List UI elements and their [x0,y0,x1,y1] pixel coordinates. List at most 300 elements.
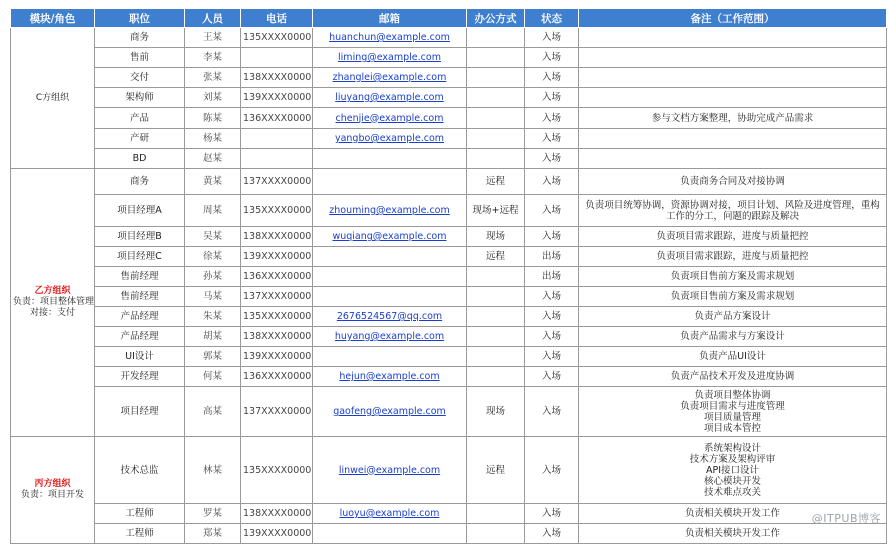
cell-position [95,48,185,68]
cell-notes-text: 负责项目整体协调 负责项目需求与进度管理 项目质量管理 项目成本管控 [581,390,884,434]
cell-position [95,227,185,247]
cell-phone-text: 135XXXX0000 [243,32,311,43]
cell-person-text: 林某 [203,465,222,476]
group-label-cell [11,169,95,437]
cell-position [95,108,185,129]
cell-phone-text: 137XXXX0000 [243,291,311,302]
cell-phone [241,149,313,169]
cell-phone [241,108,313,129]
cell-email [313,347,467,367]
cell-status [525,287,579,307]
col-header-person: 人员 [185,9,241,28]
cell-email-text[interactable]: zhouming@example.com [329,205,450,216]
cell-notes [579,347,887,367]
cell-office-mode-text: 现场 [486,231,505,242]
cell-status [525,524,579,544]
cell-person-text: 李某 [203,52,222,63]
cell-email-text[interactable]: gaofeng@example.com [333,406,446,417]
cell-phone [241,88,313,108]
cell-position-text: 项目经理B [117,231,162,242]
cell-status-text: 入场 [542,371,561,382]
cell-person [185,387,241,437]
cell-phone-text: 139XXXX0000 [243,351,311,362]
table-row [11,108,887,129]
cell-position [95,327,185,347]
cell-email[interactable] [313,88,467,108]
cell-person [185,437,241,504]
cell-position [95,287,185,307]
cell-office-mode-text: 远程 [486,465,505,476]
cell-status-text: 入场 [542,52,561,63]
cell-notes-text: 负责相关模块开发工作 [581,508,884,519]
cell-notes-text: 负责项目需求跟踪，进度与质量把控 [581,251,884,262]
cell-office-mode [467,327,525,347]
table-row [11,504,887,524]
cell-person [185,68,241,88]
cell-notes [579,68,887,88]
cell-position [95,387,185,437]
cell-position [95,68,185,88]
cell-position-text: 项目经理A [117,205,162,216]
cell-email[interactable] [313,307,467,327]
cell-notes [579,108,887,129]
cell-status [525,504,579,524]
cell-notes-text: 负责产品方案设计 [581,311,884,322]
cell-office-mode [467,287,525,307]
table-row [11,129,887,149]
header-row [11,9,887,28]
cell-phone [241,437,313,504]
cell-notes [579,48,887,68]
cell-position [95,267,185,287]
table-row [11,437,887,504]
col-header-position: 职位 [95,9,185,28]
cell-position [95,195,185,227]
cell-status [525,68,579,88]
cell-email[interactable] [313,504,467,524]
cell-email[interactable] [313,227,467,247]
cell-notes-text: 负责项目统筹协调，资源协调对接，项目计划、风险及进度管理，重构工作的分工，问题的跟踪及解决 [581,200,884,222]
cell-status-text: 入场 [542,205,561,216]
cell-email-text[interactable]: liuyang@example.com [335,92,444,103]
table-row [11,307,887,327]
cell-email [313,169,467,195]
group-label-line: 乙方组织 [13,286,92,297]
cell-email-text[interactable]: 2676524567@qq.com [337,311,442,322]
watermark: @ITPUB博客 [812,510,881,526]
cell-position [95,88,185,108]
table-row [11,247,887,267]
cell-email [313,524,467,544]
cell-status-text: 出场 [542,271,561,282]
cell-status [525,129,579,149]
cell-status [525,169,579,195]
cell-position-text: 产品经理 [120,311,158,322]
cell-status [525,327,579,347]
cell-notes [579,524,887,544]
col-header-status: 状态 [525,9,579,28]
cell-position-text: 架构师 [125,92,154,103]
cell-phone-text: 136XXXX0000 [243,113,311,124]
cell-office-mode [467,367,525,387]
cell-office-mode [467,247,525,267]
table-row [11,267,887,287]
cell-email-text[interactable]: huanchun@example.com [329,32,450,43]
cell-phone-text: 139XXXX0000 [243,251,311,262]
cell-person [185,347,241,367]
cell-status [525,307,579,327]
cell-phone [241,247,313,267]
cell-email[interactable] [313,28,467,48]
cell-status [525,88,579,108]
cell-person-text: 胡某 [203,331,222,342]
table-row [11,387,887,437]
cell-position-text: 项目经理 [120,406,158,417]
cell-office-mode [467,129,525,149]
cell-email[interactable] [313,108,467,129]
table-row [11,149,887,169]
cell-notes-text: 系统架构设计 技术方案及架构评审 API接口设计 核心模块开发 技术难点攻关 [581,443,884,498]
cell-person-text: 郭某 [203,351,222,362]
cell-notes [579,149,887,169]
cell-phone-text: 136XXXX0000 [243,271,311,282]
cell-status [525,347,579,367]
table-row [11,227,887,247]
cell-person [185,149,241,169]
table-row [11,367,887,387]
cell-position [95,524,185,544]
table-row [11,524,887,544]
cell-person [185,267,241,287]
cell-status-text: 入场 [542,92,561,103]
cell-phone [241,347,313,367]
cell-notes-text: 负责商务合同及对接协调 [581,176,884,187]
cell-email-text[interactable]: chenjie@example.com [336,113,444,124]
table-row [11,68,887,88]
cell-notes-text: 参与文档方案整理，协助完成产品需求 [581,113,884,124]
cell-email[interactable] [313,68,467,88]
cell-notes [579,287,887,307]
cell-email-text[interactable]: liming@example.com [338,52,441,63]
cell-person-text: 何某 [203,371,222,382]
cell-position [95,247,185,267]
cell-phone-text: 135XXXX0000 [243,311,311,322]
cell-position [95,504,185,524]
cell-status-text: 入场 [542,133,561,144]
cell-office-mode [467,28,525,48]
cell-email-text[interactable]: hejun@example.com [339,371,439,382]
cell-position-text: 商务 [130,32,149,43]
col-header-phone: 电话 [241,9,313,28]
cell-person [185,108,241,129]
cell-position-text: 售前经理 [120,291,158,302]
cell-phone [241,504,313,524]
cell-status-text: 出场 [542,251,561,262]
team-roster-table [10,8,887,544]
cell-office-mode-text: 远程 [486,176,505,187]
cell-position-text: 商务 [130,176,149,187]
cell-email [313,287,467,307]
cell-email-text[interactable]: huyang@example.com [335,331,444,342]
cell-phone-text: 135XXXX0000 [243,465,311,476]
group-label-line: 丙方组织 [13,479,92,490]
cell-phone [241,28,313,48]
cell-status-text: 入场 [542,72,561,83]
cell-office-mode-text: 现场+远程 [473,205,519,216]
cell-person-text: 王某 [203,32,222,43]
table-row [11,287,887,307]
cell-person-text: 吴某 [203,231,222,242]
col-header-office-mode: 办公方式 [467,9,525,28]
cell-notes-text: 负责相关模块开发工作 [581,528,884,539]
cell-person-text: 孙某 [203,271,222,282]
cell-status-text: 入场 [542,176,561,187]
cell-position-text: 工程师 [125,528,154,539]
cell-position-text: 售前经理 [120,271,158,282]
cell-person [185,504,241,524]
cell-person-text: 周某 [203,205,222,216]
cell-office-mode [467,437,525,504]
cell-notes-text: 负责产品技术开发及进度协调 [581,371,884,382]
cell-position-text: 技术总监 [120,465,158,476]
cell-phone [241,227,313,247]
cell-email[interactable] [313,195,467,227]
table-row [11,48,887,68]
cell-phone [241,524,313,544]
cell-phone-text: 138XXXX0000 [243,508,311,519]
group-label-line: C方组织 [13,93,92,104]
cell-notes [579,169,887,195]
cell-position [95,169,185,195]
cell-status [525,387,579,437]
cell-office-mode [467,267,525,287]
cell-person-text: 张某 [203,72,222,83]
cell-person [185,247,241,267]
cell-status-text: 入场 [542,311,561,322]
cell-status-text: 入场 [542,153,561,164]
cell-person [185,524,241,544]
cell-person-text: 朱某 [203,311,222,322]
cell-person-text: 罗某 [203,508,222,519]
cell-status [525,48,579,68]
cell-phone-text: 138XXXX0000 [243,331,311,342]
col-header-notes: 备注（工作范围） [579,9,887,28]
cell-notes [579,195,887,227]
cell-email[interactable] [313,367,467,387]
cell-notes [579,437,887,504]
group-label-cell [11,437,95,544]
cell-person [185,28,241,48]
cell-phone-text: 139XXXX0000 [243,92,311,103]
cell-position-text: 产研 [130,133,149,144]
cell-position-text: 交付 [130,72,149,83]
table-row [11,195,887,227]
table-row [11,88,887,108]
cell-position-text: 产品经理 [120,331,158,342]
cell-phone-text: 138XXXX0000 [243,72,311,83]
cell-status [525,437,579,504]
cell-phone-text: 135XXXX0000 [243,205,311,216]
cell-email-text[interactable]: linwei@example.com [339,465,440,476]
cell-person-text: 徐某 [203,251,222,262]
cell-phone [241,387,313,437]
cell-person [185,327,241,347]
cell-notes-text: 负责产品需求与方案设计 [581,331,884,342]
cell-email[interactable] [313,129,467,149]
cell-position [95,437,185,504]
cell-office-mode [467,48,525,68]
cell-status-text: 入场 [542,406,561,417]
cell-status [525,267,579,287]
cell-position-text: UI设计 [125,351,154,362]
cell-email-text[interactable]: wuqiang@example.com [332,231,446,242]
cell-phone [241,367,313,387]
cell-person [185,88,241,108]
cell-position-text: 产品 [130,113,149,124]
cell-status [525,247,579,267]
cell-position-text: 售前 [130,52,149,63]
cell-phone-text: 138XXXX0000 [243,231,311,242]
cell-position [95,307,185,327]
group-label-line: 负责：项目开发 [13,490,92,501]
cell-person [185,129,241,149]
cell-notes-text: 负责项目需求跟踪，进度与质量把控 [581,231,884,242]
cell-phone-text: 139XXXX0000 [243,528,311,539]
cell-position-text: 工程师 [125,508,154,519]
cell-position-text: 项目经理C [117,251,162,262]
cell-office-mode [467,387,525,437]
cell-office-mode-text: 远程 [486,251,505,262]
cell-phone [241,48,313,68]
cell-office-mode [467,169,525,195]
cell-notes [579,129,887,149]
cell-email [313,247,467,267]
cell-person-text: 黄某 [203,176,222,187]
cell-phone [241,129,313,149]
cell-office-mode [467,108,525,129]
cell-person-text: 马某 [203,291,222,302]
cell-status-text: 入场 [542,351,561,362]
cell-status [525,28,579,48]
cell-position [95,367,185,387]
cell-status-text: 入场 [542,528,561,539]
cell-person [185,169,241,195]
cell-person [185,367,241,387]
cell-email[interactable] [313,437,467,504]
cell-office-mode [467,504,525,524]
cell-phone [241,287,313,307]
cell-office-mode-text: 现场 [486,406,505,417]
cell-email[interactable] [313,387,467,437]
col-header-email: 邮箱 [313,9,467,28]
cell-notes [579,367,887,387]
cell-office-mode [467,307,525,327]
cell-notes [579,387,887,437]
cell-status-text: 入场 [542,113,561,124]
cell-notes [579,28,887,48]
cell-person [185,307,241,327]
cell-status-text: 入场 [542,32,561,43]
cell-status-text: 入场 [542,508,561,519]
group-label-line: 对接：支付 [13,308,92,319]
cell-position [95,347,185,367]
cell-email-text[interactable]: yangbo@example.com [335,133,444,144]
cell-notes [579,247,887,267]
cell-status-text: 入场 [542,331,561,342]
cell-phone [241,327,313,347]
cell-status [525,195,579,227]
cell-status [525,367,579,387]
col-header-module: 模块/角色 [11,9,95,28]
cell-position-text: 开发经理 [120,371,158,382]
table-row [11,327,887,347]
cell-email[interactable] [313,48,467,68]
cell-notes [579,327,887,347]
cell-person [185,287,241,307]
cell-person-text: 郑某 [203,528,222,539]
cell-email [313,267,467,287]
cell-phone-text: 137XXXX0000 [243,406,311,417]
cell-status [525,149,579,169]
cell-status-text: 入场 [542,465,561,476]
cell-notes [579,267,887,287]
cell-position [95,149,185,169]
cell-office-mode [467,524,525,544]
cell-person [185,195,241,227]
cell-person-text: 刘某 [203,92,222,103]
cell-email[interactable] [313,327,467,347]
cell-person-text: 陈某 [203,113,222,124]
cell-phone [241,195,313,227]
table-body [11,28,887,544]
cell-position-text: BD [133,153,147,164]
cell-office-mode [467,195,525,227]
cell-phone [241,68,313,88]
cell-notes-text: 负责项目售前方案及需求规划 [581,291,884,302]
cell-person [185,227,241,247]
cell-status [525,227,579,247]
cell-status-text: 入场 [542,231,561,242]
cell-person-text: 杨某 [203,133,222,144]
cell-phone [241,307,313,327]
cell-status [525,108,579,129]
cell-notes-text: 负责产品UI设计 [581,351,884,362]
cell-position [95,28,185,48]
cell-person-text: 高某 [203,406,222,417]
cell-phone [241,267,313,287]
group-label-line: 负责：项目整体管理 [13,297,92,308]
cell-notes [579,88,887,108]
cell-phone-text: 136XXXX0000 [243,371,311,382]
cell-office-mode [467,149,525,169]
cell-office-mode [467,68,525,88]
cell-person [185,48,241,68]
table-row [11,347,887,367]
cell-email-text[interactable]: luoyu@example.com [340,508,440,519]
cell-notes-text: 负责项目售前方案及需求规划 [581,271,884,282]
table-row [11,169,887,195]
group-label-cell [11,28,95,169]
cell-phone-text: 137XXXX0000 [243,176,311,187]
cell-person-text: 赵某 [203,153,222,164]
cell-status-text: 入场 [542,291,561,302]
cell-office-mode [467,88,525,108]
cell-office-mode [467,227,525,247]
table-row [11,28,887,48]
cell-email-text[interactable]: zhanglei@example.com [333,72,447,83]
cell-notes [579,227,887,247]
cell-phone [241,169,313,195]
